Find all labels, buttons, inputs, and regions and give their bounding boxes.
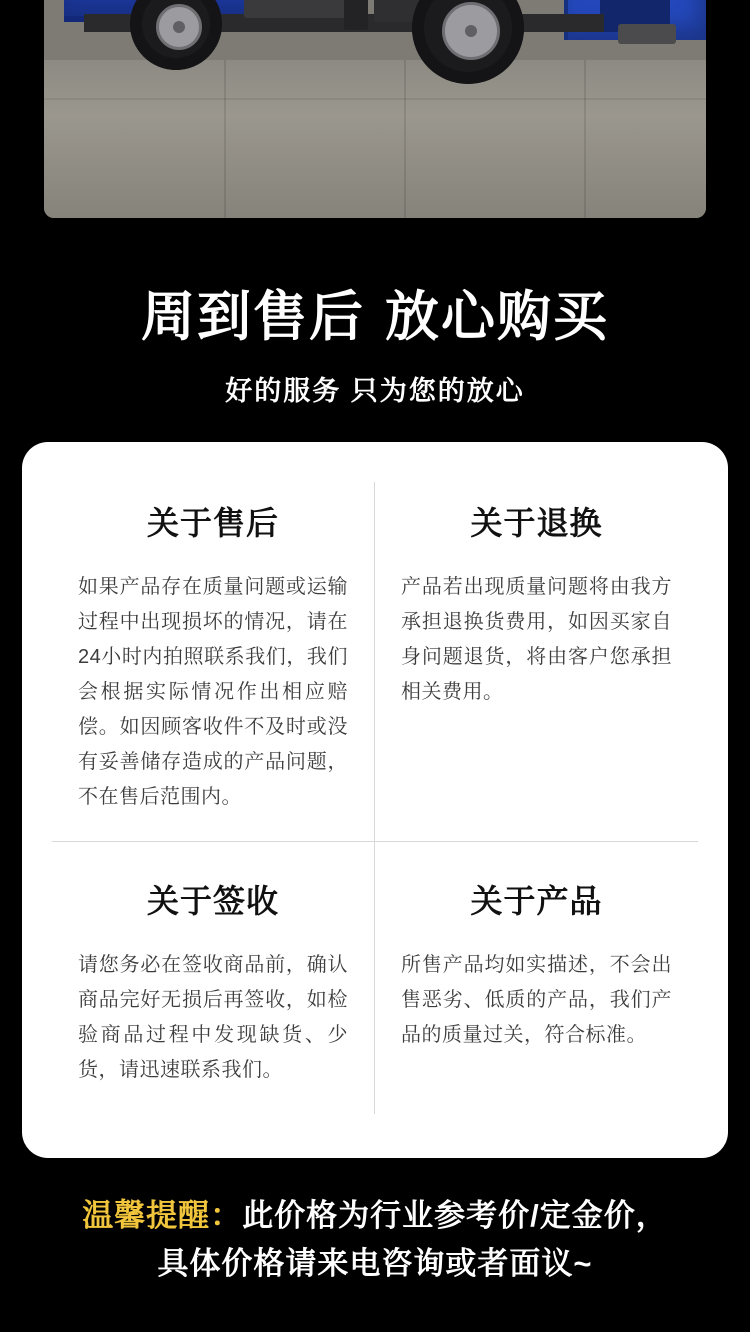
after-sales-section [0, 238, 750, 1332]
policy-body: 请您务必在签收商品前，确认商品完好无损后再签收，如检验商品过程中发现缺货、少货，请迅速联系我们。 [78, 954, 348, 1082]
policy-title: 关于售后 [146, 505, 279, 542]
price-notice [0, 1158, 750, 1332]
notice-label: 温馨提醒： [82, 1198, 243, 1234]
policy-body: 产品若出现质量问题将由我方承担退换货费用，如因买家自身问题退货，将由客户您承担相关费用。 [401, 576, 672, 704]
step-plate [618, 24, 676, 44]
hero-photo-band [0, 0, 750, 238]
policy-grid [52, 482, 698, 1114]
section-subheadline: 好的服务 只为您的放心 [225, 376, 525, 407]
policy-cell-receipt [52, 842, 375, 1114]
truck-photo [44, 0, 706, 218]
ground-surface [44, 60, 706, 218]
notice-text-1: 此价格为行业参考价/定金价， [242, 1198, 668, 1234]
notice-line-2: 具体价格请来电咨询或者面议~ [157, 1246, 593, 1282]
headline-part-2: 放心购买 [385, 287, 609, 347]
policy-body: 所售产品均如实描述，不会出售恶劣、低质的产品，我们产品的质量过关，符合标准。 [401, 954, 672, 1047]
policy-title: 关于产品 [470, 883, 603, 920]
ground-seam [224, 60, 226, 218]
headline-part-1: 周到售后 [141, 287, 365, 347]
policy-cell-product [375, 842, 698, 1114]
wheel-hub [156, 4, 202, 50]
policy-cell-after-sales [52, 482, 375, 842]
policy-title: 关于签收 [146, 883, 279, 920]
wheel-hub [442, 2, 500, 60]
policy-title: 关于退换 [470, 505, 603, 542]
ground-seam [404, 60, 406, 218]
mudflap [344, 0, 368, 30]
policy-cell-returns [375, 482, 698, 842]
policy-card [22, 442, 728, 1158]
notice-line-1 [0, 1192, 750, 1240]
section-headline [0, 274, 750, 347]
ground-seam [584, 60, 586, 218]
policy-body: 如果产品存在质量问题或运输过程中出现损坏的情况，请在24小时内拍照联系我们，我们会根据实际情况作出相应赔偿。如因顾客收件不及时或没有妥善储存造成的产品问题，不在售后范围内。 [78, 576, 348, 809]
